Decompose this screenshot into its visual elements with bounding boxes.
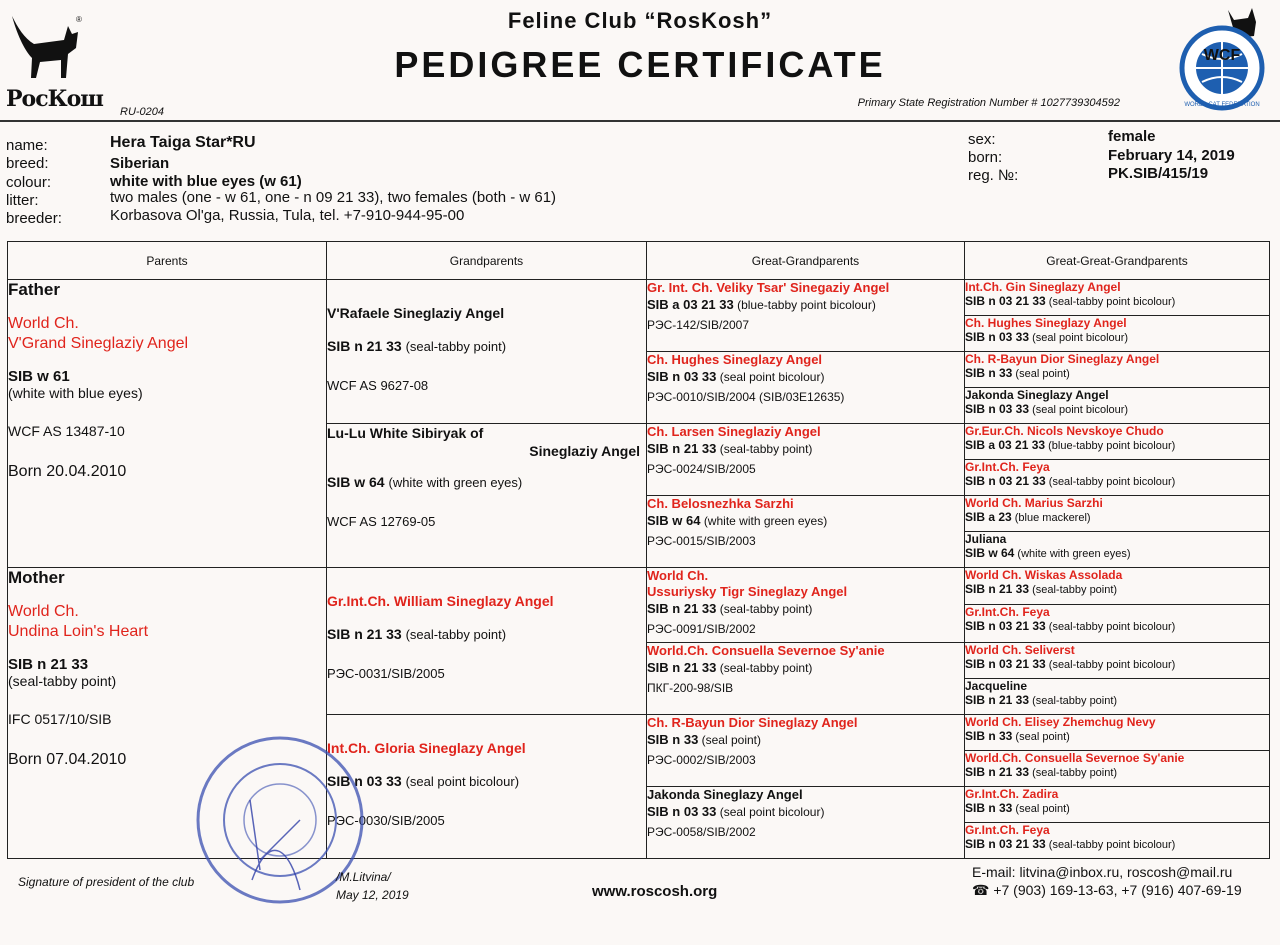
cat-reg-no: PK.SIB/415/19 [1108,165,1209,182]
ggg-code: SIB n 03 21 33 [965,294,1046,309]
ggg-cell [965,643,1270,679]
grandparent-cell [327,567,647,714]
grandparent-code: SIB n 21 33 [327,338,402,355]
mother-breed: SIB n 21 33 [8,655,89,673]
website-link[interactable]: www.roscosh.org [592,883,718,900]
mother-reg: IFC 0517/10/SIB [8,710,112,727]
great-grandparent-colour: (seal point) [701,733,762,748]
ggg-colour: (seal-tabby point bicolour) [1048,475,1176,488]
mother-heading: Mother [8,567,65,587]
grandparent-reg: РЭС-0031/SIB/2005 [327,665,445,681]
label-name: name: [6,137,48,154]
signature-date: May 12, 2019 [336,888,409,902]
great-grandparent-cell [647,567,965,642]
cat-sex: female [1108,128,1156,145]
ru-code: RU-0204 [120,106,165,118]
great-grandparent-cell [647,715,965,787]
ggg-colour: (seal-tabby point) [1032,695,1118,708]
ggg-cell [965,750,1270,786]
ggg-colour: (seal-tabby point bicolour) [1048,659,1176,672]
great-grandparent-name: Ch. Larsen Sineglaziy Angel [647,424,821,440]
ggg-colour: (seal-tabby point) [1032,766,1118,779]
ggg-cell [965,605,1270,643]
ggg-name: Ch. Hughes Sineglazy Angel [965,316,1127,331]
ggg-name: World Ch. Marius Sarzhi [965,495,1103,510]
ggg-colour: (seal point) [1015,802,1070,815]
cat-name: Hera Taiga Star*RU [110,134,256,151]
great-grandparent-title: World Ch. [647,567,709,583]
grandparent-colour: (seal-tabby point) [405,626,507,642]
ggg-code: SIB n 33 [965,366,1013,381]
label-breeder: breeder: [6,210,62,227]
cat-colour: white with blue eyes (w 61) [110,173,302,190]
ggg-code: SIB n 03 21 33 [965,836,1046,851]
ggg-name: World Ch. Elisey Zhemchug Nevy [965,715,1156,730]
great-grandparent-code: SIB n 21 33 [647,660,717,676]
wcf-logo-text: WCF [1203,47,1241,64]
mother-title: World Ch. [8,602,79,620]
mother-colour: (seal-tabby point) [8,672,117,689]
ggg-cell [965,715,1270,751]
great-grandparent-reg: РЭС-0024/SIB/2005 [647,462,756,477]
father-cell [8,280,327,568]
ggg-colour: (seal point bicolour) [1032,404,1129,417]
great-grandparent-name: Ch. R-Bayun Dior Sineglazy Angel [647,715,858,731]
great-grandparent-cell [647,643,965,715]
grandparent-reg: РЭС-0030/SIB/2005 [327,813,445,829]
grandparent-code: SIB n 21 33 [327,625,402,642]
great-grandparent-reg: РЭС-0010/SIB/2004 (SIB/03E12635) [647,390,845,405]
wcf-logo-ring: WORLD CAT FEDERATION [1184,102,1260,108]
great-grandparent-cell [647,786,965,858]
ggg-cell [965,459,1270,495]
father-title: World Ch. [8,315,79,333]
grandparent-cell [327,280,647,424]
ggg-code: SIB a 03 21 33 [965,438,1046,453]
ggg-cell [965,316,1270,352]
column-header: Grandparents [327,242,647,280]
great-grandparent-name: Ch. Belosnezhka Sarzhi [647,495,794,511]
ggg-colour: (seal-tabby point bicolour) [1048,838,1176,851]
label-colour: colour: [6,174,52,191]
great-grandparent-reg: РЭС-0058/SIB/2002 [647,824,756,839]
ggg-cell [965,424,1270,460]
label-reg: reg. №: [968,167,1019,184]
grandparent-cell [327,424,647,568]
ggg-cell [965,567,1270,605]
ggg-cell [965,495,1270,531]
ggg-name: Gr.Eur.Ch. Nicols Nevskoye Chudo [965,424,1164,439]
grandparent-colour: (seal point bicolour) [405,774,520,790]
ggg-code: SIB n 21 33 [965,693,1030,708]
ggg-colour: (seal-tabby point) [1032,583,1118,596]
ggg-cell [965,280,1270,316]
great-grandparent-reg: РЭС-142/SIB/2007 [647,318,750,333]
column-header: Great-Great-Grandparents [965,242,1270,280]
signer-name: /M.Litvina/ [336,870,391,884]
ggg-colour: (seal-tabby point bicolour) [1048,621,1176,634]
ggg-name: Gr.Int.Ch. Zadira [965,786,1059,801]
wcf-logo [1176,6,1268,112]
ggg-name: World Ch. Seliverst [965,643,1075,658]
signature-label: Signature of president of the club [18,875,195,889]
great-grandparent-code: SIB n 21 33 [647,441,717,457]
grandparent-name: V'Rafaele Sineglaziy Angel [327,305,505,322]
great-grandparent-code: SIB n 33 [647,732,699,748]
cat-breed: Siberian [110,155,170,172]
grandparent-name: Int.Ch. Gloria Sineglazy Angel [327,740,526,757]
grandparent-reg: WCF AS 9627-08 [327,378,429,394]
ggg-name: Gr.Int.Ch. Feya [965,459,1050,474]
grandparent-name-cont: Sineglaziy Angel [529,443,640,460]
ggg-colour: (seal point) [1015,368,1070,381]
ggg-code: SIB n 03 21 33 [965,657,1046,672]
great-grandparent-name: Gr. Int. Ch. Veliky Tsar' Sinegaziy Angel [647,280,890,296]
ggg-code: SIB n 21 33 [965,581,1030,596]
cat-born: February 14, 2019 [1108,147,1235,164]
great-grandparent-name: Ch. Hughes Sineglazy Angel [647,352,823,368]
ggg-name: Juliana [965,531,1007,546]
father-heading: Father [8,280,60,300]
grandparent-code: SIB n 03 33 [327,773,402,790]
great-grandparent-name: Ussuriysky Tigr Sineglazy Angel [647,583,848,599]
label-litter: litter: [6,192,39,209]
great-grandparent-reg: РЭС-0091/SIB/2002 [647,621,756,636]
ggg-name: Ch. R-Bayun Dior Sineglazy Angel [965,352,1160,367]
ggg-name: Gr.Int.Ch. Feya [965,822,1050,837]
phone-line: ☎ +7 (903) 169-13-63, +7 (916) 407-69-19 [972,882,1242,898]
mother-name: Undina Loin's Heart [8,622,149,640]
great-grandparent-name: Jakonda Sineglazy Angel [647,786,803,802]
club-name: Feline Club “RosKosh” [507,8,773,33]
ggg-colour: (seal point bicolour) [1032,332,1129,345]
ggg-cell [965,388,1270,424]
grandparent-code: SIB w 64 [327,474,385,491]
grandparent-name: Lu-Lu White Sibiryak of [327,425,484,442]
great-grandparent-cell [647,495,965,567]
great-grandparent-cell [647,424,965,496]
great-grandparent-cell [647,352,965,424]
grandparent-name: Gr.Int.Ch. William Sineglazy Angel [327,592,554,609]
ggg-code: SIB n 03 21 33 [965,619,1046,634]
grandparent-colour: (white with green eyes) [388,475,523,491]
great-grandparent-colour: (white with green eyes) [703,513,828,528]
ggg-cell [965,679,1270,715]
cat-litter: two males (one - w 61, one - n 09 21 33), two females (both - w 61) [110,189,557,206]
column-header: Parents [8,242,327,280]
great-grandparent-colour: (seal-tabby point) [719,661,813,676]
great-grandparent-code: SIB n 03 33 [647,803,717,819]
ggg-code: SIB n 21 33 [965,764,1030,779]
father-breed: SIB w 61 [8,368,70,386]
great-grandparent-colour: (blue-tabby point bicolour) [737,298,876,313]
ggg-name: World Ch. Wiskas Assolada [965,567,1123,582]
great-grandparent-colour: (seal point bicolour) [719,370,825,385]
ggg-code: SIB n 33 [965,800,1013,815]
father-born: Born 20.04.2010 [8,463,127,481]
label-born: born: [968,149,1003,166]
ggg-cell [965,786,1270,822]
email-line: E-mail: litvina@inbox.ru, roscosh@mail.ru [972,864,1233,880]
ggg-colour: (seal-tabby point bicolour) [1048,296,1176,309]
ggg-code: SIB w 64 [965,545,1015,560]
ggg-cell [965,822,1270,858]
great-grandparent-colour: (seal-tabby point) [719,442,813,457]
contact-info [972,863,1242,899]
great-grandparent-reg: ПКГ-200-98/SIB [647,681,734,696]
great-grandparent-colour: (seal-tabby point) [719,601,813,616]
header-rule [0,120,1280,122]
great-grandparent-code: SIB n 03 33 [647,369,717,385]
ggg-colour: (blue mackerel) [1014,511,1091,524]
ggg-code: SIB n 03 33 [965,402,1030,417]
grandparent-reg: WCF AS 12769-05 [327,514,436,530]
great-grandparent-reg: РЭС-0002/SIB/2003 [647,753,756,768]
great-grandparent-cell [647,280,965,352]
ggg-code: SIB n 03 21 33 [965,473,1046,488]
certificate-title: PEDIGREE CERTIFICATE [394,44,886,85]
cat-breeder: Korbasova Ol'ga, Russia, Tula, tel. +7-910-944-95-00 [110,207,465,224]
svg-text:®: ® [76,15,82,24]
ggg-code: SIB n 33 [965,729,1013,744]
ggg-name: World.Ch. Consuella Severnoe Sy'anie [965,750,1185,765]
ggg-name: Gr.Int.Ch. Feya [965,605,1050,620]
state-registration: Primary State Registration Number # 1027739304592 [857,97,1120,109]
ggg-cell [965,531,1270,567]
great-grandparent-code: SIB n 21 33 [647,600,717,616]
ggg-code: SIB n 03 33 [965,330,1030,345]
wcf-emblem-icon [1176,6,1268,112]
great-grandparent-reg: РЭС-0015/SIB/2003 [647,533,756,548]
great-grandparent-code: SIB w 64 [647,512,701,528]
label-sex: sex: [968,131,996,148]
ggg-code: SIB a 23 [965,509,1012,524]
ggg-cell [965,352,1270,388]
ggg-colour: (white with green eyes) [1017,547,1131,560]
father-colour: (white with blue eyes) [8,385,143,402]
father-name: V'Grand Sineglaziy Angel [8,335,189,353]
ggg-name: Jacqueline [965,679,1028,694]
grandparent-colour: (seal-tabby point) [405,339,507,355]
ggg-colour: (seal point) [1015,731,1070,744]
column-header: Great-Grandparents [647,242,965,280]
grandparent-cell [327,715,647,859]
signer [336,868,409,904]
ggg-name: Int.Ch. Gin Sineglazy Angel [965,280,1121,295]
logo-wordmark: РосКош [6,86,103,112]
mother-born: Born 07.04.2010 [8,750,127,768]
ggg-name: Jakonda Sineglazy Angel [965,388,1109,403]
father-reg: WCF AS 13487-10 [8,423,125,440]
label-breed: breed: [6,155,49,172]
great-grandparent-name: World.Ch. Consuella Severnoe Sy'anie [647,643,885,659]
great-grandparent-colour: (seal point bicolour) [719,804,825,819]
ggg-colour: (blue-tabby point bicolour) [1048,440,1176,453]
great-grandparent-code: SIB a 03 21 33 [647,297,734,313]
